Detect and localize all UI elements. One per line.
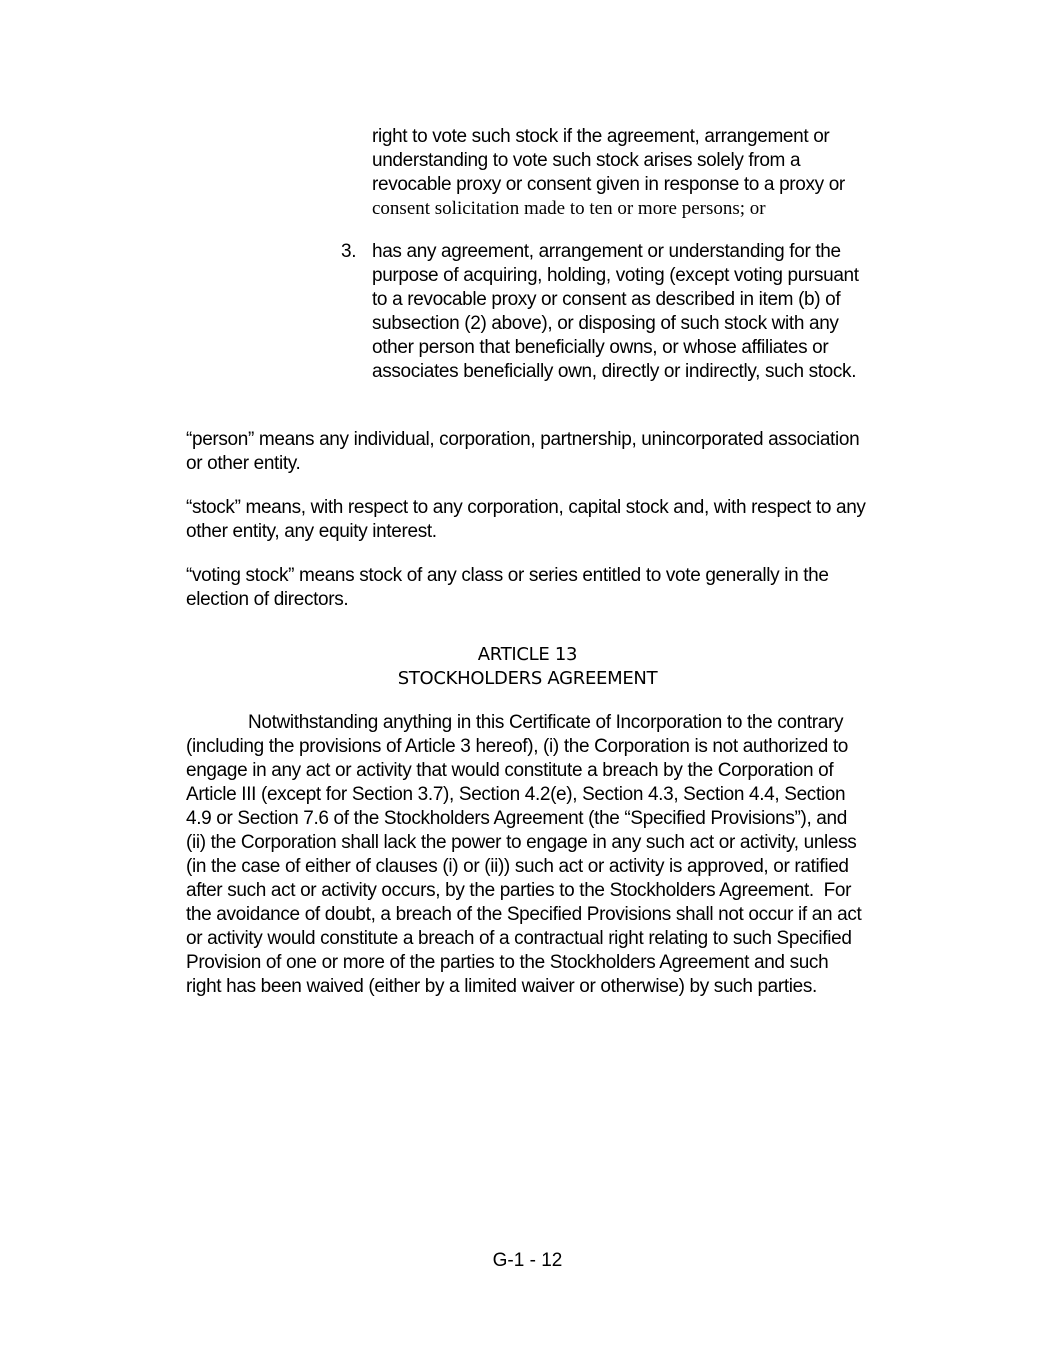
item-2-continuation-serif-line: consent solicitation made to ten or more persons; or bbox=[372, 198, 766, 219]
list-item-text: has any agreement, arrangement or understanding for the purpose of acquiring, holding, voting (except voting pursuant to a revocable proxy or consent as described in item (b) of subsection (2) above), or disposing of such stock with any other person that beneficially owns, or whose affiliates or associates beneficially own, directly or indirectly, such stock. bbox=[372, 241, 859, 382]
item-2-continuation-text: right to vote such stock if the agreement, arrangement or understanding to vote such stock arises solely from a revocable proxy or consent given in response to a proxy or bbox=[372, 126, 845, 195]
definition-person: “person” means any individual, corporation, partnership, unincorporated association or other entity. bbox=[186, 429, 860, 474]
article-title: STOCKHOLDERS AGREEMENT bbox=[397, 668, 658, 689]
article-heading bbox=[186, 643, 869, 691]
definition-voting-stock: “voting stock” means stock of any class or series entitled to vote generally in the election of directors. bbox=[186, 565, 829, 610]
article-paragraph: Notwithstanding anything in this Certificate of Incorporation to the contrary (including the provisions of Article 3 hereof), (i) the Corporation is not authorized to engage in any act or activity that would constitute a breach by the Corporation of Article III (except for Section 3.7), Section 4.2(e), Section 4.3, Section 4.4, Section 4.9 or Section 7.6 of the Stockholders Agreement (the “Specified Provisions”), and (ii) the Corporation shall lack the power to engage in any such act or activity, unless (in the case of either of clauses (i) or (ii)) such act or activity is approved, or ratified after such act or activity occurs, by the parties to the Stockholders Agreement. For the avoidance of doubt, a breach of the Specified Provisions shall not occur if an act or activity would constitute a breach of a contractual right relating to such Specified Provision of one or more of the parties to the Stockholders Agreement and such right has been waived (either by a limited waiver or otherwise) by such parties. bbox=[186, 712, 867, 997]
page-footer bbox=[0, 1249, 1055, 1273]
item-2-continuation bbox=[372, 125, 867, 221]
article-number: ARTICLE 13 bbox=[477, 644, 578, 665]
definition-stock: “stock” means, with respect to any corporation, capital stock and, with respect to any other entity, any equity interest. bbox=[186, 497, 866, 542]
list-item-number: 3. bbox=[341, 241, 357, 262]
page-number: G-1 - 12 bbox=[492, 1250, 563, 1271]
